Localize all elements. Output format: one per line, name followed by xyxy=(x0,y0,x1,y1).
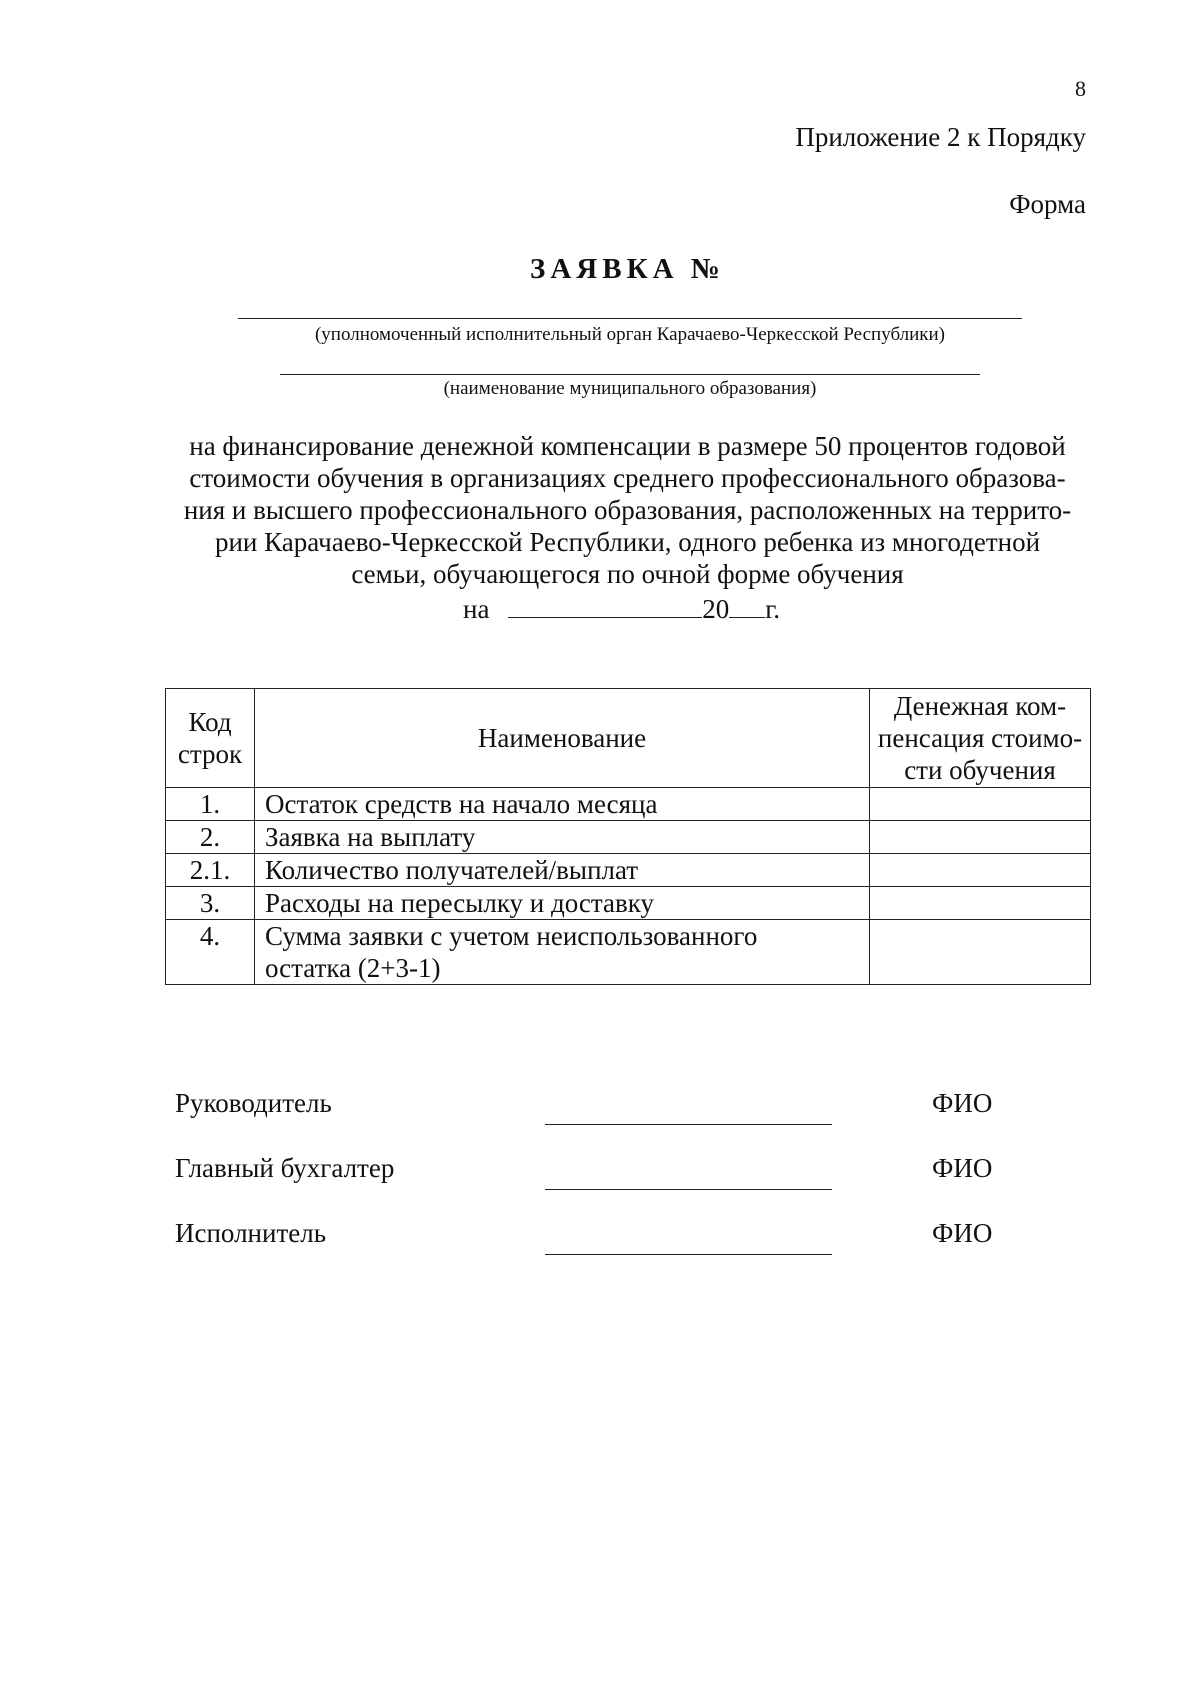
appendix-reference: Приложение 2 к Порядку xyxy=(795,122,1086,152)
form-label: Форма xyxy=(1009,189,1086,219)
description-line: стоимости обучения в организациях среднего профессионального образова- xyxy=(189,463,1066,493)
signature-role: Руководитель xyxy=(175,1088,332,1118)
table-header-row xyxy=(166,689,1091,788)
signature-row-head xyxy=(175,1088,1035,1128)
row-code: 2.1. xyxy=(166,854,255,887)
municipality-blank-line xyxy=(280,374,980,375)
signature-line xyxy=(545,1254,832,1255)
table-row xyxy=(166,788,1091,821)
date-prefix: на xyxy=(463,594,490,624)
description-line: на финансирование денежной компенсации в размере 50 процентов годовой xyxy=(189,431,1066,461)
header-code-line: строк xyxy=(177,739,243,769)
header-amount-line: пенсация стоимо- xyxy=(877,723,1083,753)
table-row xyxy=(166,854,1091,887)
table-row xyxy=(166,821,1091,854)
signature-role: Исполнитель xyxy=(175,1218,327,1248)
date-suffix: г. xyxy=(765,594,780,624)
row-name xyxy=(255,920,870,985)
row-code: 2. xyxy=(166,821,255,854)
table-row xyxy=(166,920,1091,985)
row-name: Остаток средств на начало месяца xyxy=(255,788,870,821)
authority-blank-line xyxy=(238,318,1022,319)
year-blank xyxy=(729,593,765,618)
header-amount-line: сти обучения xyxy=(904,755,1056,785)
row-code: 1. xyxy=(166,788,255,821)
row-code: 4. xyxy=(166,920,255,985)
table-row xyxy=(166,887,1091,920)
header-amount xyxy=(870,689,1091,788)
signature-row-accountant xyxy=(175,1153,1035,1193)
signature-role: Главный бухгалтер xyxy=(175,1153,395,1183)
row-name-line: Сумма заявки с учетом неиспользованного xyxy=(265,921,758,951)
row-amount xyxy=(870,920,1091,985)
signature-line xyxy=(545,1189,832,1190)
description-line: семьи, обучающегося по очной форме обучения xyxy=(351,559,904,589)
row-amount xyxy=(870,887,1091,920)
signature-fio: ФИО xyxy=(932,1153,993,1183)
header-code xyxy=(166,689,255,788)
date-blank xyxy=(508,593,702,618)
row-name: Количество получателей/выплат xyxy=(255,854,870,887)
header-code-line: Код xyxy=(188,707,232,737)
description-line: рии Карачаево-Черкесской Республики, одного ребенка из многодетной xyxy=(214,527,1041,557)
row-name: Расходы на пересылку и доставку xyxy=(255,887,870,920)
request-table xyxy=(165,688,1091,985)
authority-caption: (уполномоченный исполнительный орган Карачаево-Черкесской Республики) xyxy=(314,324,946,345)
row-amount xyxy=(870,788,1091,821)
description-line: ния и высшего профессионального образования, расположенных на террито- xyxy=(183,495,1072,525)
request-description xyxy=(140,430,1115,590)
municipality-caption: (наименование муниципального образования) xyxy=(443,378,817,399)
row-name-line: остатка (2+3-1) xyxy=(265,953,441,983)
row-name: Заявка на выплату xyxy=(255,821,870,854)
header-amount-line: Денежная ком- xyxy=(893,691,1067,721)
signature-row-executor xyxy=(175,1218,1035,1258)
date-year-prefix: 20 xyxy=(702,594,730,624)
document-title: ЗАЯВКА № xyxy=(530,253,725,285)
header-name: Наименование xyxy=(255,689,870,788)
row-amount xyxy=(870,854,1091,887)
date-line xyxy=(463,593,780,625)
row-code: 3. xyxy=(166,887,255,920)
signature-fio: ФИО xyxy=(932,1218,993,1248)
page-number: 8 xyxy=(1075,76,1086,101)
signature-fio: ФИО xyxy=(932,1088,993,1118)
signature-line xyxy=(545,1124,832,1125)
row-amount xyxy=(870,821,1091,854)
